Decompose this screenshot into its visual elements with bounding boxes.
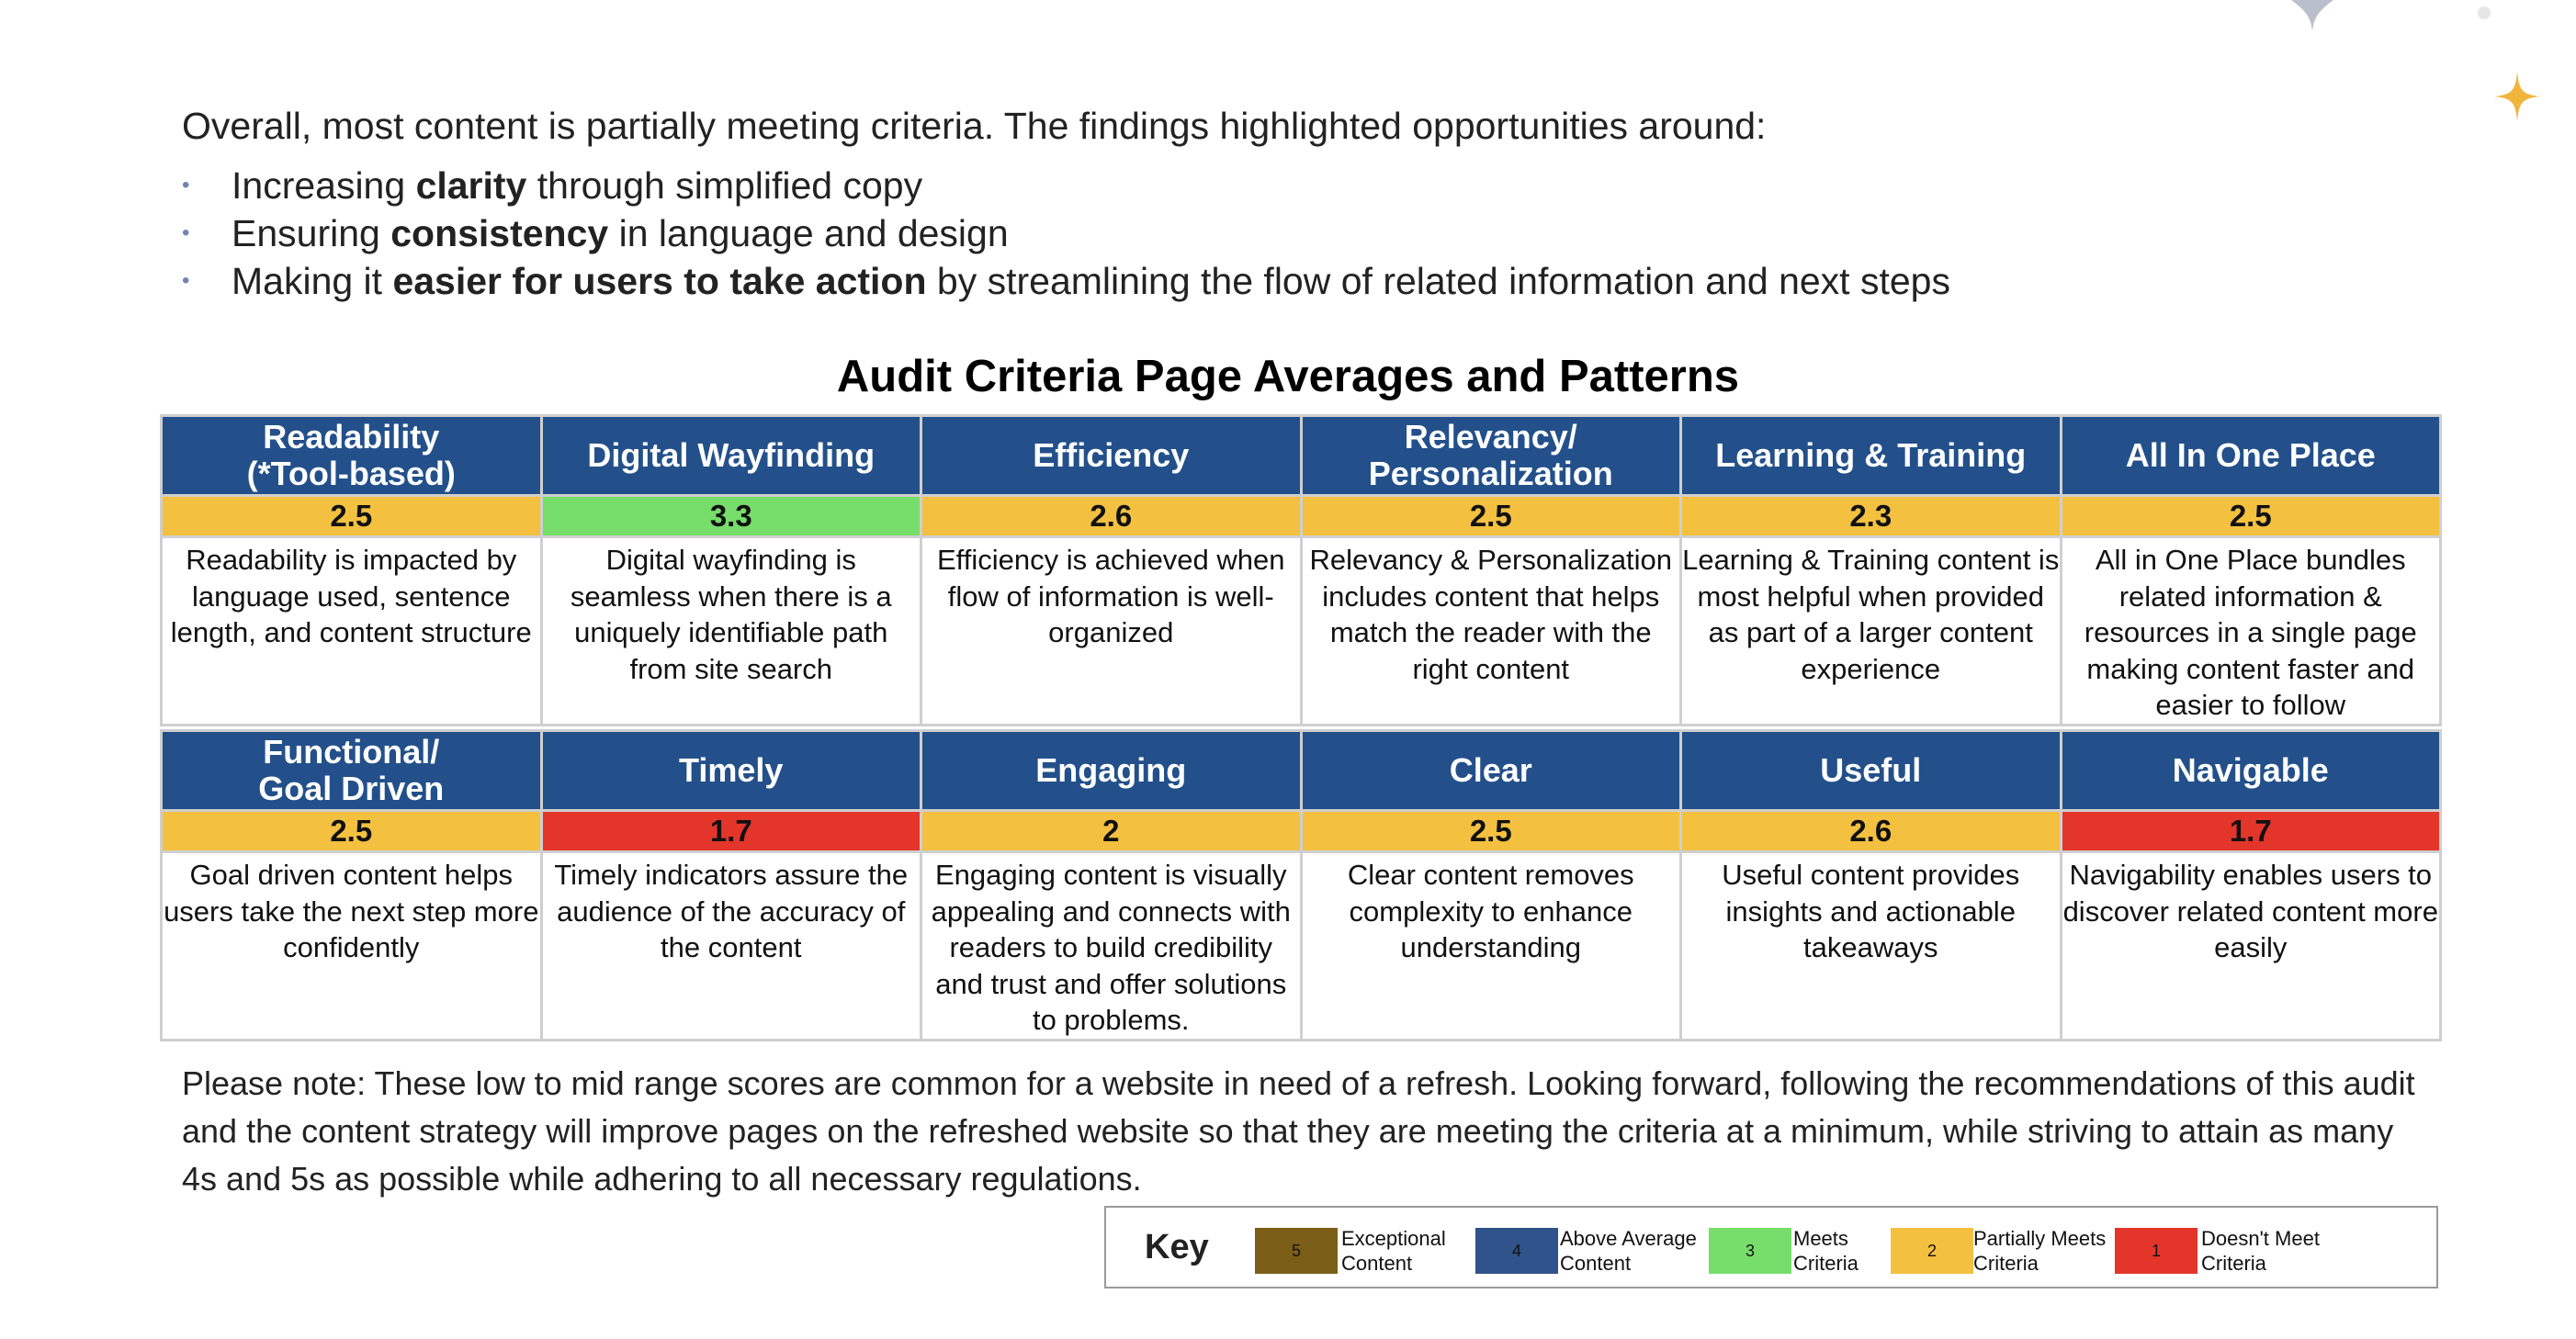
criterion-title [162, 416, 542, 496]
criterion-title-line: (*Tool-based) [246, 455, 456, 492]
table-title: Audit Criteria Page Averages and Patterns [836, 352, 1740, 401]
key-label-line: Partially Meets [1973, 1227, 2107, 1250]
score-key [1104, 1206, 2438, 1288]
criterion-title [1301, 731, 1681, 811]
criterion-title [2061, 416, 2441, 496]
criterion-title-line: Efficiency [1033, 436, 1190, 474]
finding-item [182, 162, 2387, 209]
criterion-score: 2.5 [162, 496, 542, 537]
criterion-score: 1.7 [541, 811, 921, 852]
criteria-score-row [162, 811, 2441, 852]
criterion-title-line: All In One Place [2125, 436, 2376, 474]
key-label-line: Content [1560, 1252, 1632, 1275]
criterion-score: 2.5 [2061, 496, 2441, 537]
bullet-icon: • [182, 220, 190, 245]
finding-item [182, 209, 2387, 257]
bullet-icon: • [182, 173, 190, 197]
criterion-description: Engaging content is visually appealing and connects with readers to build credibility and trust and offer solutions to problems. [921, 852, 1302, 1041]
criteria-description-row [162, 537, 2441, 726]
criterion-score: 2.5 [1301, 811, 1681, 852]
key-label-4 [1560, 1226, 1725, 1276]
criterion-description: Efficiency is achieved when flow of information is well-organized [921, 537, 1302, 726]
finding-text: Ensuring [232, 212, 391, 254]
finding-text: by streamlining the flow of related information and next steps [926, 260, 1950, 302]
criterion-score: 2.5 [162, 811, 542, 852]
intro-lead: Overall, most content is partially meeting criteria. The findings highlighted opportunities around: [182, 105, 1767, 147]
key-label-line: Criteria [1973, 1252, 2039, 1275]
criterion-title [1301, 416, 1681, 496]
finding-emphasis: consistency [390, 212, 609, 254]
criterion-description: Clear content removes complexity to enhance understanding [1301, 852, 1681, 1041]
criterion-title [2061, 731, 2441, 811]
criterion-description: Timely indicators assure the audience of the accuracy of the content [541, 852, 921, 1041]
finding-text: Making it [232, 260, 393, 302]
criterion-title [1681, 416, 2062, 496]
criterion-score: 3.3 [541, 496, 921, 537]
sparkle-star-icon [2291, 0, 2333, 31]
criterion-title-line: Functional/ [263, 733, 440, 771]
criterion-title-line: Navigable [2172, 751, 2329, 789]
criterion-title-line: Learning & Training [1715, 436, 2027, 474]
criterion-description: Learning & Training content is most helpful when provided as part of a larger content experience [1681, 537, 2062, 726]
criterion-score: 2.6 [921, 496, 1302, 537]
criterion-description: Digital wayfinding is seamless when there is a uniquely identifiable path from site search [541, 537, 921, 726]
finding-text: through simplified copy [526, 164, 923, 207]
key-swatch-2: 2 [1891, 1228, 1973, 1274]
finding-emphasis: clarity [415, 164, 527, 207]
criterion-title-line: Personalization [1368, 455, 1613, 492]
criteria-table-top [160, 414, 2442, 726]
key-label-line: Above Average [1560, 1227, 1697, 1250]
criterion-score: 2.3 [1681, 496, 2062, 537]
key-label-line: Exceptional [1341, 1227, 1446, 1250]
key-label-1 [2201, 1226, 2367, 1276]
criterion-title-line: Relevancy/ [1404, 418, 1577, 456]
key-swatch-4: 4 [1475, 1228, 1558, 1274]
criterion-score: 2 [921, 811, 1302, 852]
criterion-title-line: Readability [263, 418, 440, 456]
criterion-score: 2.6 [1681, 811, 2062, 852]
key-label-line: Criteria [2201, 1252, 2266, 1275]
criterion-title-line: Digital Wayfinding [587, 436, 876, 474]
key-label-2 [1973, 1226, 2139, 1276]
criterion-score: 1.7 [2061, 811, 2441, 852]
criteria-score-row [162, 496, 2441, 537]
criteria-description-row [162, 852, 2441, 1041]
criteria-header-row [162, 731, 2441, 811]
finding-text: Increasing [232, 164, 416, 207]
criteria-table-bottom [160, 729, 2442, 1041]
criterion-description: Relevancy & Personalization includes content that helps match the reader with the right content [1301, 537, 1681, 726]
key-swatch-5: 5 [1255, 1228, 1338, 1274]
criterion-title [921, 731, 1302, 811]
key-swatch-1: 1 [2115, 1228, 2198, 1274]
criterion-title [541, 416, 921, 496]
criterion-title-line: Engaging [1035, 751, 1187, 789]
finding-item [182, 257, 2387, 305]
finding-emphasis: easier for users to take action [392, 260, 927, 302]
key-label-line: Criteria [1793, 1252, 1859, 1275]
criterion-title [921, 416, 1302, 496]
criterion-description: Useful content provides insights and actionable takeaways [1681, 852, 2062, 1041]
key-label-line: Meets [1793, 1227, 1848, 1250]
intro-section [182, 103, 2387, 305]
criteria-header-row [162, 416, 2441, 496]
criterion-title-line: Useful [1820, 751, 1922, 789]
criterion-score: 2.5 [1301, 496, 1681, 537]
bullet-icon: • [182, 268, 190, 293]
criterion-description: Goal driven content helps users take the next step more confidently [162, 852, 542, 1041]
criterion-title-line: Goal Driven [258, 770, 445, 807]
criterion-description: Navigability enables users to discover related content more easily [2061, 852, 2441, 1041]
key-title: Key [1145, 1228, 1209, 1266]
criterion-description: All in One Place bundles related information & resources in a single page making content faster and easier to follow [2061, 537, 2441, 726]
criterion-title [1681, 731, 2062, 811]
findings-list [182, 162, 2387, 305]
criterion-title [541, 731, 921, 811]
dot-icon [2477, 6, 2491, 20]
note-paragraph: Please note: These low to mid range scores are common for a website in need of a refresh. Looking forward, following the recommendations of this audit and the content strategy will improve pages on the refreshed website so that they are meeting the criteria at a minimum, while striving to attain as many 4s and 5s as possible while adhering to all necessary regulations. [182, 1064, 2415, 1198]
criterion-title [162, 731, 542, 811]
criterion-title-line: Clear [1449, 751, 1532, 789]
criterion-description: Readability is impacted by language used, sentence length, and content structure [162, 537, 542, 726]
key-label-line: Content [1341, 1252, 1413, 1275]
criterion-title-line: Timely [679, 751, 784, 789]
key-swatch-3: 3 [1709, 1228, 1791, 1274]
finding-text: in language and design [608, 212, 1009, 254]
key-label-line: Doesn't Meet [2201, 1227, 2320, 1250]
sparkle-star-gold-icon [2494, 72, 2540, 121]
